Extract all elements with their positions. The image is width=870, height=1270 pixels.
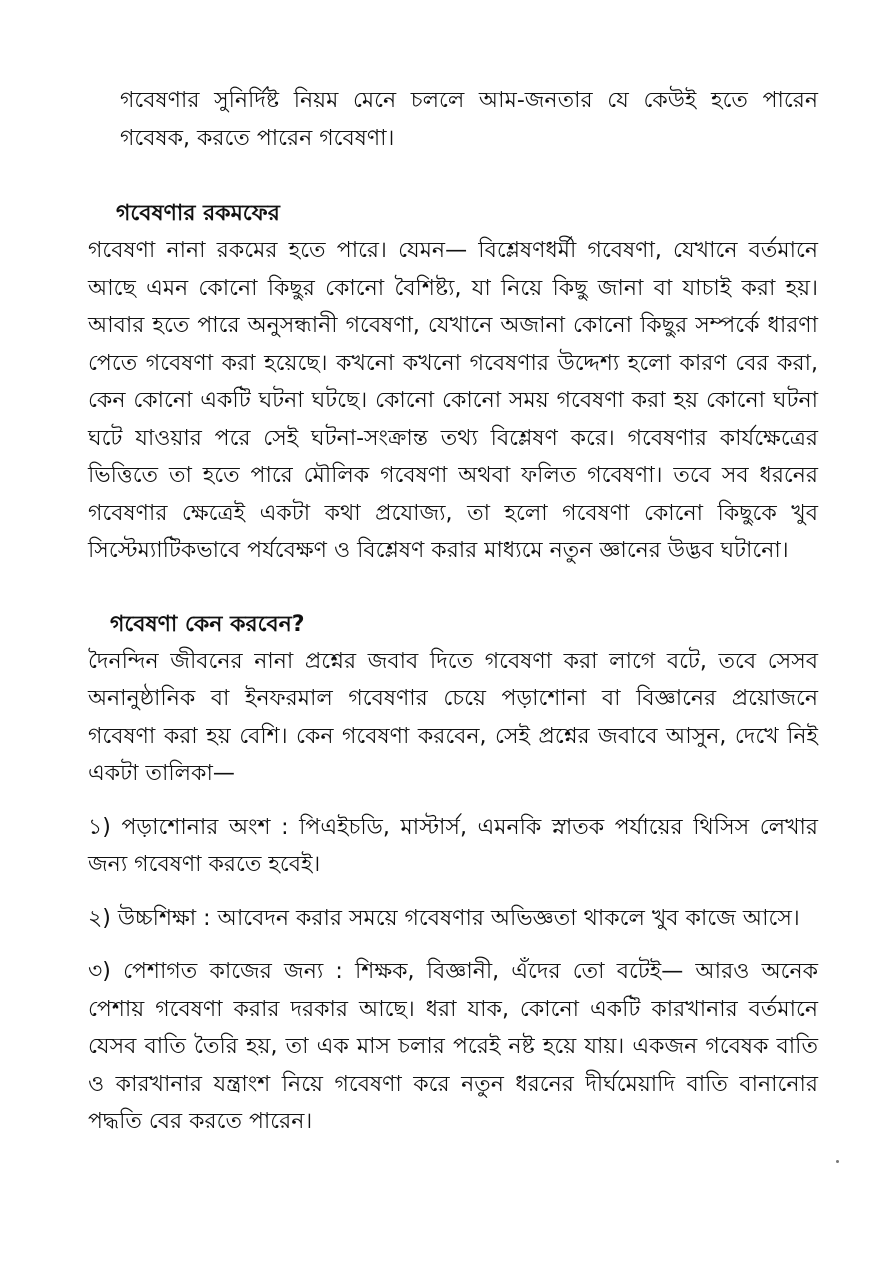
intro-paragraph: গবেষণার সুনির্দিষ্ট নিয়ম মেনে চললে আম-জনতার যে কেউই হতে পারেন গবেষক, করতে পারেন গবেষণা। (120, 88, 818, 151)
types-heading: গবেষণার রকমফের (116, 201, 280, 226)
list-item: ২) উচ্চশিক্ষা : আবেদন করার সময়ে গবেষণার অভিজ্ঞতা থাকলে খুব কাজে আসে। (88, 905, 800, 931)
types-paragraph: গবেষণা নানা রকমের হতে পারে। যেমন— বিশ্লেষণধর্মী গবেষণা, যেখানে বর্তমানে আছে এমন কোনো কিছুর কোনো বৈশিষ্ট্য, যা নিয়ে কিছু জানা বা যাচাই করা হয়। আবার হতে পারে অনুসন্ধানী গবেষণা, যেখানে অজানা কোনো কিছুর সম্পর্কে ধারণা পেতে গবেষণা করা হয়েছে। কখনো কখনো গবেষণার উদ্দেশ্য হলো কারণ বের করা, কেন কোনো একটি ঘটনা ঘটছে। কোনো কোনো সময় গবেষণা করা হয় কোনো ঘটনা ঘটে যাওয়ার পরে সেই ঘটনা-সংক্রান্ত তথ্য বিশ্লেষণ করে। গবেষণার কার্যক্ষেত্রের ভিত্তিতে তা হতে পারে মৌলিক গবেষণা অথবা ফলিত গবেষণা। তবে সব ধরনের গবেষণার ক্ষেত্রেই একটা কথা প্রযোজ্য, তা হলো গবেষণা কোনো কিছুকে খুব সিস্টেম্যাটিকভাবে পর্যবেক্ষণ ও বিশ্লেষণ করার মাধ্যমে নতুন জ্ঞানের উদ্ভব ঘটানো। (88, 238, 818, 563)
why-heading: গবেষণা কেন করবেন? (110, 611, 305, 637)
scan-speck (836, 1160, 839, 1163)
list-item: ৩) পেশাগত কাজের জন্য : শিক্ষক, বিজ্ঞানী, এঁদের তো বটেই— আরও অনেক পেশায় গবেষণা করার দরকার আছে। ধরা যাক, কোনো একটি কারখানার বর্তমানে যেসব বাতি তৈরি হয়, তা এক মাস চলার পরেই নষ্ট হয়ে যায়। একজন গবেষক বাতি ও কারখানার যন্ত্রাংশ নিয়ে গবেষণা করে নতুন ধরনের দীর্ঘমেয়াদি বাতি বানানোর পদ্ধতি বের করতে পারেন। (88, 959, 818, 1134)
list-item: ১) পড়াশোনার অংশ : পিএইচডি, মাস্টার্স, এমনকি স্নাতক পর্যায়ের থিসিস লেখার জন্য গবেষণা করতে হবেই। (88, 814, 818, 877)
why-paragraph: দৈনন্দিন জীবনের নানা প্রশ্নের জবাব দিতে গবেষণা করা লাগে বটে, তবে সেসব অনানুষ্ঠানিক বা ইনফরমাল গবেষণার চেয়ে পড়াশোনা বা বিজ্ঞানের প্রয়োজনে গবেষণা করা হয় বেশি। কেন গবেষণা করবেন, সেই প্রশ্নের জবাবে আসুন, দেখে নিই একটা তালিকা— (88, 648, 818, 786)
